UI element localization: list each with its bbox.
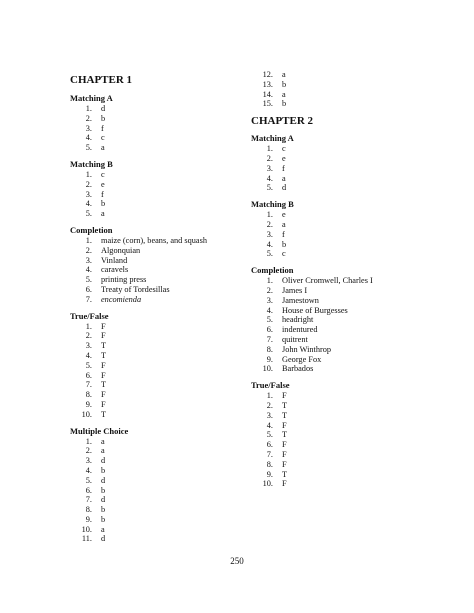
question-number: 1. — [266, 144, 273, 154]
question-number: 6. — [266, 325, 273, 335]
answer-text: Oliver Cromwell, Charles I — [282, 276, 373, 286]
page-number: 250 — [230, 556, 244, 566]
question-number: 14. — [262, 89, 273, 99]
answer-text: a — [282, 70, 286, 79]
answer-row — [70, 322, 250, 332]
question-number: 2. — [266, 153, 273, 163]
answer-row — [251, 391, 451, 401]
question-number: 1. — [266, 210, 273, 220]
question-number: 3. — [85, 255, 92, 265]
question-number: 7. — [266, 449, 273, 459]
answer-text: T — [282, 410, 288, 420]
answer-text: e — [282, 210, 286, 220]
answer-row — [251, 401, 451, 411]
answer-text: b — [101, 514, 106, 524]
answer-text: encomienda — [101, 294, 142, 304]
section-heading: Matching B — [70, 158, 113, 169]
answer-text: T — [282, 400, 288, 410]
answer-row — [70, 143, 250, 153]
answer-text: T — [101, 350, 107, 360]
answer-row — [70, 515, 250, 525]
answer-row — [70, 486, 250, 496]
question-number: 5. — [85, 275, 92, 285]
answer-text: indentured — [282, 325, 318, 335]
answer-list — [70, 170, 250, 219]
answer-text: b — [282, 239, 287, 249]
answer-text: T — [101, 409, 107, 419]
question-number: 2. — [266, 285, 273, 295]
right-column — [251, 70, 451, 495]
answer-row — [70, 495, 250, 505]
question-number: 10. — [81, 524, 92, 534]
question-number: 8. — [85, 505, 92, 515]
question-number: 1. — [85, 321, 92, 331]
answer-text: James I — [282, 285, 308, 295]
question-number: 8. — [266, 344, 273, 354]
answer-list — [70, 104, 250, 153]
question-number: 7. — [266, 334, 273, 344]
section-heading: Completion — [251, 265, 294, 276]
question-number: 9. — [266, 354, 273, 364]
answer-row — [70, 361, 250, 371]
answer-text: T — [282, 430, 288, 440]
answer-row — [70, 246, 250, 256]
answer-row — [251, 460, 451, 470]
question-number: 1. — [85, 235, 92, 245]
answer-row — [70, 133, 250, 143]
question-number: 3. — [266, 410, 273, 420]
answer-row — [70, 256, 250, 266]
sections — [251, 133, 451, 489]
answer-list — [251, 391, 451, 489]
answer-row — [251, 230, 451, 240]
question-number: 1. — [85, 169, 92, 179]
answer-text: f — [282, 163, 285, 173]
answer-row — [70, 446, 250, 456]
question-number: 6. — [85, 485, 92, 495]
question-number: 3. — [266, 229, 273, 239]
section-heading: Matching A — [251, 133, 294, 144]
answer-text: b — [282, 99, 287, 109]
answer-row — [70, 371, 250, 381]
question-number: 15. — [262, 99, 273, 109]
question-number: 6. — [266, 440, 273, 450]
answer-text: b — [101, 199, 106, 209]
question-number: 5. — [266, 249, 273, 259]
question-number: 5. — [266, 430, 273, 440]
answer-row — [251, 164, 451, 174]
question-number: 4. — [85, 465, 92, 475]
answer-text: F — [101, 360, 106, 370]
answer-text: b — [101, 465, 106, 475]
answer-row — [251, 315, 451, 325]
answer-text: a — [282, 89, 286, 99]
section-heading: True/False — [251, 380, 290, 391]
answer-text: d — [101, 534, 106, 544]
answer-text: John Winthrop — [282, 344, 332, 354]
answer-row — [251, 183, 451, 193]
answer-row — [251, 240, 451, 250]
answer-row — [251, 276, 451, 286]
answer-row — [251, 470, 451, 480]
question-number: 5. — [266, 183, 273, 193]
question-number: 9. — [85, 514, 92, 524]
answer-row — [70, 400, 250, 410]
answer-row — [70, 295, 250, 305]
answer-text: George Fox — [282, 354, 322, 364]
chapter-heading: CHAPTER 2 — [251, 115, 314, 128]
answer-row — [70, 505, 250, 515]
answer-text: a — [101, 209, 105, 219]
question-number: 2. — [85, 113, 92, 123]
question-number: 4. — [266, 420, 273, 430]
answer-text: quitrent — [282, 334, 308, 344]
answer-text: c — [101, 133, 105, 143]
answer-row — [70, 410, 250, 420]
answer-row — [251, 296, 451, 306]
answer-text: printing press — [101, 275, 147, 285]
answer-text: Vinland — [101, 255, 128, 265]
question-number: 5. — [85, 360, 92, 370]
answer-row — [70, 525, 250, 535]
answer-list — [70, 437, 250, 545]
question-number: 2. — [85, 331, 92, 341]
answer-row — [70, 331, 250, 341]
question-number: 12. — [262, 70, 273, 79]
question-number: 10. — [262, 364, 273, 374]
answer-text: Treaty of Tordesillas — [101, 284, 170, 294]
answer-text: F — [282, 440, 287, 450]
question-number: 10. — [262, 479, 273, 489]
question-number: 4. — [85, 350, 92, 360]
answer-list — [251, 210, 451, 259]
answer-row — [251, 154, 451, 164]
answer-list — [70, 322, 250, 420]
answer-text: F — [101, 331, 106, 341]
answer-text: F — [282, 459, 287, 469]
answer-row — [70, 285, 250, 295]
section-heading: Matching A — [70, 93, 113, 103]
question-number: 8. — [85, 390, 92, 400]
answer-text: F — [101, 370, 106, 380]
question-number: 5. — [266, 315, 273, 325]
answer-row — [70, 265, 250, 275]
section-heading: True/False — [70, 310, 109, 321]
answer-text: a — [282, 173, 286, 183]
answer-row — [70, 209, 250, 219]
answer-row — [251, 355, 451, 365]
answer-row — [251, 174, 451, 184]
answer-text: e — [282, 153, 286, 163]
answer-row — [70, 341, 250, 351]
question-number: 4. — [85, 199, 92, 209]
answer-row — [70, 390, 250, 400]
answer-text: c — [282, 144, 286, 154]
answer-text: a — [101, 524, 105, 534]
answer-text: f — [101, 123, 104, 133]
answer-text: d — [101, 456, 106, 466]
answer-row — [251, 210, 451, 220]
answer-text: b — [101, 485, 106, 495]
question-number: 1. — [266, 276, 273, 286]
question-number: 2. — [266, 400, 273, 410]
question-number: 1. — [266, 391, 273, 401]
continued-answer-list — [251, 70, 451, 109]
section-heading: Matching B — [251, 199, 294, 210]
question-number: 4. — [266, 173, 273, 183]
answer-text: Algonquian — [101, 245, 141, 255]
answer-row — [70, 236, 250, 246]
question-number: 7. — [85, 495, 92, 505]
section-heading: Completion — [70, 224, 113, 235]
answer-text: caravels — [101, 265, 129, 275]
answer-row — [70, 170, 250, 180]
question-number: 4. — [266, 305, 273, 315]
question-number: 5. — [85, 209, 92, 219]
answer-row — [70, 180, 250, 190]
answer-row — [251, 306, 451, 316]
question-number: 3. — [85, 189, 92, 199]
answer-row — [251, 144, 451, 154]
sections — [70, 93, 250, 544]
answer-text: b — [101, 113, 106, 123]
left-column — [70, 74, 250, 550]
answer-text: F — [282, 479, 287, 489]
question-number: 3. — [85, 123, 92, 133]
answer-text: F — [282, 449, 287, 459]
question-number: 2. — [85, 446, 92, 456]
answer-row — [70, 275, 250, 285]
answer-text: c — [282, 249, 286, 259]
question-number: 7. — [85, 380, 92, 390]
answer-row — [251, 249, 451, 259]
question-number: 13. — [262, 79, 273, 89]
answer-row — [251, 364, 451, 374]
question-number: 1. — [85, 436, 92, 446]
question-number: 3. — [85, 341, 92, 351]
answer-row — [251, 450, 451, 460]
question-number: 4. — [85, 265, 92, 275]
answer-text: a — [101, 436, 105, 446]
question-number: 3. — [85, 456, 92, 466]
question-number: 7. — [85, 294, 92, 304]
answer-text: c — [101, 169, 105, 179]
question-number: 6. — [85, 284, 92, 294]
answer-text: d — [101, 495, 106, 505]
question-number: 2. — [266, 219, 273, 229]
answer-row — [70, 456, 250, 466]
answer-row — [251, 440, 451, 450]
answer-text: d — [282, 183, 287, 193]
answer-text: d — [101, 104, 106, 113]
answer-text: a — [282, 219, 286, 229]
answer-row — [251, 411, 451, 421]
question-number: 3. — [266, 295, 273, 305]
answer-text: b — [101, 505, 106, 515]
answer-row — [251, 99, 451, 109]
answer-row — [251, 430, 451, 440]
answer-text: e — [101, 179, 105, 189]
answer-text: F — [101, 399, 106, 409]
answer-row — [70, 190, 250, 200]
answer-text: a — [101, 143, 105, 153]
question-number: 5. — [85, 143, 92, 153]
question-number: 6. — [85, 370, 92, 380]
question-number: 1. — [85, 104, 92, 113]
answer-row — [70, 476, 250, 486]
answer-list — [251, 144, 451, 193]
answer-row — [251, 421, 451, 431]
answer-row — [251, 70, 451, 80]
answer-row — [251, 325, 451, 335]
answer-row — [251, 345, 451, 355]
answer-text: b — [282, 79, 287, 89]
question-number: 9. — [266, 469, 273, 479]
answer-row — [70, 437, 250, 447]
chapter-heading: CHAPTER 1 — [70, 74, 133, 86]
answer-row — [70, 199, 250, 209]
answer-text: maize (corn), beans, and squash — [101, 235, 207, 245]
answer-text: F — [101, 390, 106, 400]
answer-text: F — [282, 420, 287, 430]
answer-row — [70, 466, 250, 476]
answer-row — [70, 351, 250, 361]
answer-text: Barbados — [282, 364, 314, 374]
answer-text: f — [101, 189, 104, 199]
answer-list — [70, 236, 250, 305]
answer-text: a — [101, 446, 105, 456]
answer-row — [251, 220, 451, 230]
question-number: 9. — [85, 399, 92, 409]
question-number: 2. — [85, 179, 92, 189]
question-number: 11. — [81, 534, 92, 544]
question-number: 3. — [266, 163, 273, 173]
answer-text: Jamestown — [282, 295, 319, 305]
answer-text: House of Burgesses — [282, 305, 348, 315]
answer-row — [251, 80, 451, 90]
answer-text: f — [282, 229, 285, 239]
answer-row — [70, 380, 250, 390]
answer-text: F — [101, 321, 106, 331]
section-heading: Multiple Choice — [70, 425, 129, 436]
answer-text: d — [101, 475, 106, 485]
question-number: 8. — [266, 459, 273, 469]
answer-row — [251, 335, 451, 345]
question-number: 5. — [85, 475, 92, 485]
question-number: 4. — [266, 239, 273, 249]
answer-text: T — [282, 469, 288, 479]
answer-list — [251, 276, 451, 374]
question-number: 2. — [85, 245, 92, 255]
answer-row — [251, 286, 451, 296]
answer-text: T — [101, 380, 107, 390]
answer-row — [251, 479, 451, 489]
answer-row — [70, 114, 250, 124]
question-number: 4. — [85, 133, 92, 143]
answer-text: headright — [282, 315, 314, 325]
answer-row — [70, 124, 250, 134]
answer-row — [70, 104, 250, 114]
question-number: 10. — [81, 409, 92, 419]
answer-text: F — [282, 391, 287, 401]
answer-text: T — [101, 341, 107, 351]
answer-row — [251, 90, 451, 100]
answer-row — [70, 534, 250, 544]
